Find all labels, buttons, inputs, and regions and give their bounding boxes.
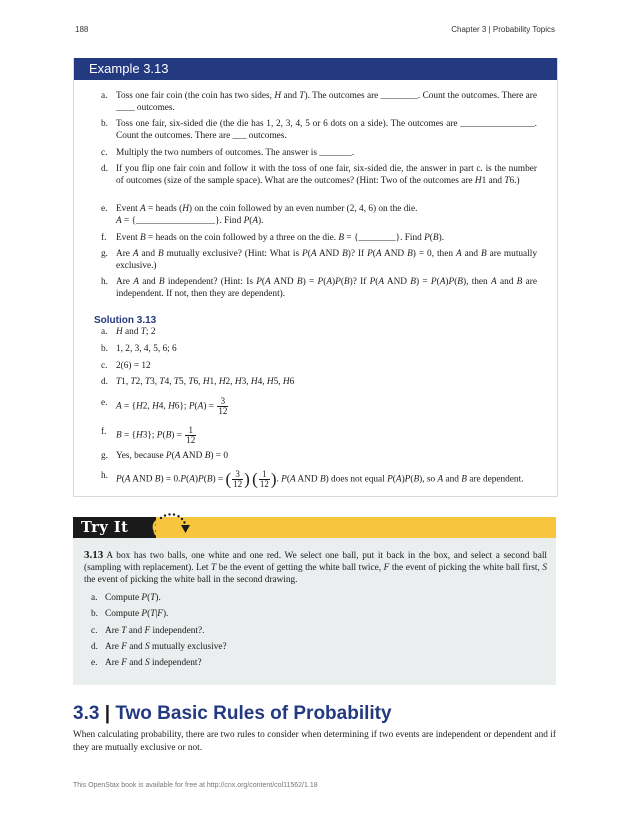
- item-label: d.: [101, 164, 108, 174]
- item-label: h.: [101, 277, 108, 287]
- problem-number: 3.13: [84, 549, 104, 561]
- item-label: f.: [101, 427, 107, 437]
- item-label: c.: [101, 148, 108, 158]
- solution-item: [101, 470, 537, 489]
- item-text: Are F and S independent?: [105, 658, 202, 668]
- item-text: 2(6) = 12: [116, 361, 151, 371]
- section-body: When calculating probability, there are two rules to consider when determining if two events are independent or dependent and if they are mutually exclusive or not.: [73, 730, 556, 753]
- solution-item: [101, 426, 537, 445]
- example-item: [101, 232, 537, 244]
- example-box: [73, 58, 558, 497]
- item-text: Event B = heads on the coin followed by a three on the die. B = {________}. Find P(B).: [116, 233, 445, 243]
- item-text: 1, 2, 3, 4, 5, 6; 6: [116, 344, 177, 354]
- try-it-item: [91, 625, 511, 637]
- item-label: a.: [91, 593, 98, 603]
- solution-item: [101, 326, 537, 338]
- solution-title: Solution 3.13: [94, 315, 157, 326]
- item-text: Event A = heads (H) on the coin followed by an even number (2, 4, 6) on the die. A = {_________________}. Find P(A).: [116, 204, 418, 226]
- item-text: Compute P(T).: [105, 593, 161, 603]
- item-text: Yes, because P(A AND B) = 0: [116, 451, 229, 461]
- item-text: Are T and F independent?.: [105, 626, 205, 636]
- example-item: [101, 203, 537, 227]
- item-label: c.: [101, 361, 108, 371]
- solution-item: [101, 450, 537, 462]
- item-text: P(A AND B) = 0.P(A)P(B) = ( $\frac{3}{12}$ ) ( $\frac{1}{12}$ ). P(A AND B) does not equal P(A)P(B), so A and B are dependent.: [116, 469, 524, 489]
- try-it-item: [91, 592, 511, 604]
- example-item: [101, 276, 537, 300]
- item-text: B = {H3}; P(B) = $\frac{1}{12}$: [116, 425, 196, 445]
- section-title: Two Basic Rules of Probability: [115, 703, 392, 724]
- example-item: [101, 90, 537, 114]
- section-heading: [73, 703, 392, 725]
- item-label: e.: [91, 658, 98, 668]
- item-text: If you flip one fair coin and follow it with the toss of one fair, six-sided die, the answer in part c. is the number of outcomes (size of the sample space). What are the outcomes? (Hint: Two of the outcomes are H1 and T6.): [116, 164, 537, 186]
- try-it-item: [91, 608, 511, 620]
- example-item: [101, 147, 537, 159]
- try-it-box: [73, 538, 556, 685]
- example-item: [101, 163, 537, 187]
- try-it-label: Try It: [81, 519, 129, 536]
- try-it-item: [91, 641, 511, 653]
- item-text: Toss one fair, six-sided die (the die has 1, 2, 3, 4, 5 or 6 dots on a side). The outcomes are ________________. Count the outcomes. There are ___ outcomes.: [116, 119, 537, 141]
- item-label: e.: [101, 398, 108, 408]
- try-it-label-box: [73, 517, 156, 538]
- try-it-banner: [73, 517, 556, 538]
- section-separator: |: [104, 703, 111, 724]
- item-label: g.: [101, 451, 108, 461]
- try-it-problem: [84, 549, 547, 586]
- item-label: d.: [91, 642, 98, 652]
- item-label: h.: [101, 471, 108, 481]
- item-label: b.: [91, 609, 98, 619]
- example-title-bar: [74, 58, 557, 80]
- item-text: Toss one fair coin (the coin has two sides, H and T). The outcomes are ________. Count the outcomes. There are ____ outcomes.: [116, 91, 537, 113]
- item-text: Are F and S mutually exclusive?: [105, 642, 227, 652]
- section-number: 3.3: [73, 703, 100, 724]
- item-text: Are A and B mutually exclusive? (Hint: What is P(A AND B)? If P(A AND B) = 0, then A and B are mutually exclusive.): [116, 249, 537, 271]
- try-it-item: [91, 657, 511, 669]
- problem-text: A box has two balls, one white and one red. We select one ball, put it back in the box, and select a second ball (sampling with replacement). Let T be the event of getting the white ball twice, F the event of picking the white ball first, S the event of picking the white ball in the second drawing.: [84, 551, 547, 585]
- item-label: a.: [101, 327, 108, 337]
- item-label: f.: [101, 233, 107, 243]
- item-text: A = {H2, H4, H6}; P(A) = $\frac{3}{12}$: [116, 396, 228, 416]
- item-label: b.: [101, 344, 108, 354]
- item-label: b.: [101, 119, 108, 129]
- item-text: T1, T2, T3, T4, T5, T6, H1, H2, H3, H4, H5, H6: [116, 377, 295, 387]
- item-text: Are A and B independent? (Hint: Is P(A AND B) = P(A)P(B)? If P(A AND B) = P(A)P(B), then A and B are independent. If not, then they are dependent).: [116, 277, 537, 299]
- solution-item: [101, 376, 537, 388]
- example-item: [101, 118, 537, 142]
- try-it-arrow-icon: [150, 512, 195, 540]
- footer-note: This OpenStax book is available for free at http://cnx.org/content/col11562/1.18: [73, 782, 318, 789]
- solution-item: [101, 343, 537, 355]
- chapter-header: Chapter 3 | Probability Topics: [451, 25, 555, 34]
- item-label: c.: [91, 626, 98, 636]
- solution-item: [101, 397, 537, 416]
- solution-item: [101, 360, 537, 372]
- page-number: 188: [75, 25, 89, 34]
- item-text: H and T; 2: [116, 327, 156, 337]
- example-item: [101, 248, 537, 272]
- item-label: g.: [101, 249, 108, 259]
- item-text: Multiply the two numbers of outcomes. The answer is _______.: [116, 148, 355, 158]
- item-text: Compute P(T|F).: [105, 609, 169, 619]
- example-title: Example 3.13: [89, 61, 169, 76]
- item-label: e.: [101, 204, 108, 214]
- item-label: a.: [101, 91, 108, 101]
- item-label: d.: [101, 377, 108, 387]
